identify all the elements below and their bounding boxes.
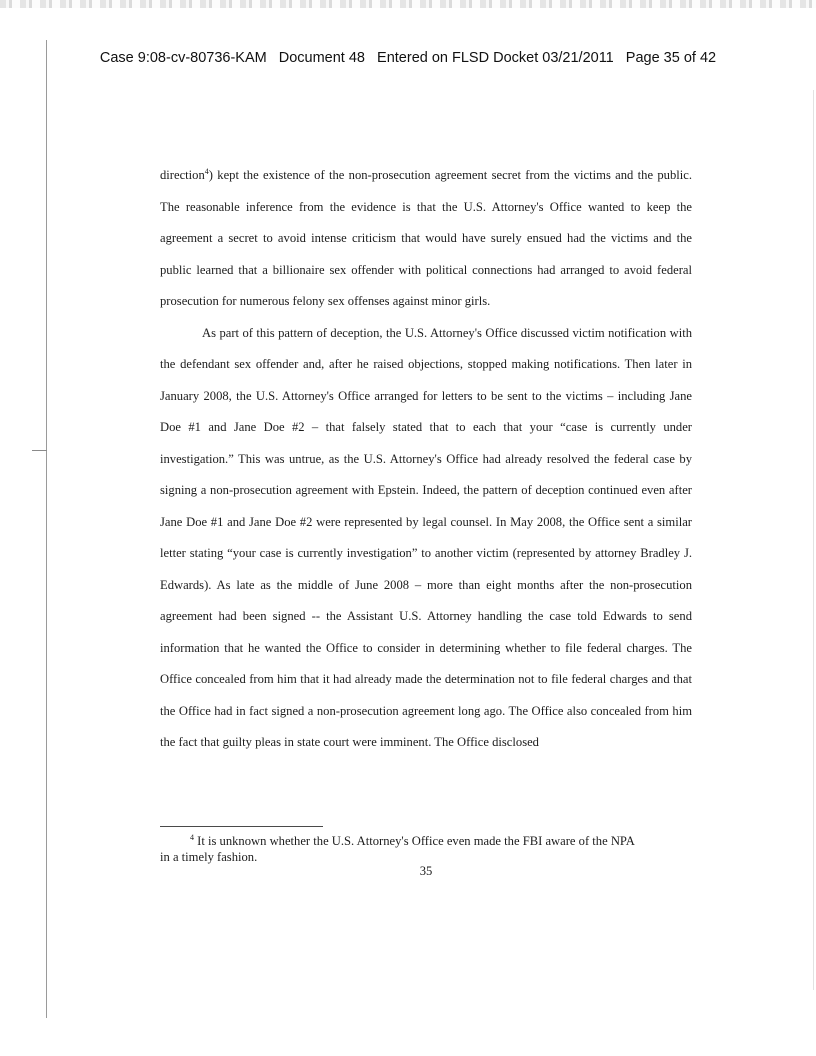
paragraph-1-start: direction — [160, 168, 205, 182]
left-margin-tick — [32, 450, 47, 451]
paragraph-1 — [160, 160, 692, 318]
docket-entry: Entered on FLSD Docket 03/21/2011 — [377, 50, 614, 66]
footnote — [160, 830, 692, 865]
right-page-edge — [813, 90, 814, 990]
paragraph-1-rest: ) kept the existence of the non-prosecution agreement secret from the victims and the public. The reasonable inference from the evidence is that the U.S. Attorney's Office wanted to keep the agreement a secret to avoid intense criticism that would have surely ensued had the victims and the public learned that a billionaire sex offender with political connections had arranged to avoid federal prosecution for numerous felony sex offenses against minor girls. — [160, 168, 692, 308]
footnote-divider — [160, 826, 323, 827]
footnote-text-2: in a timely fashion. — [160, 850, 258, 865]
footnote-line-1 — [160, 830, 692, 849]
page-of-total: Page 35 of 42 — [625, 50, 717, 66]
document-number: Document 48 — [278, 50, 365, 66]
footnote-marker: 4 — [190, 833, 194, 842]
docket-header — [0, 50, 816, 66]
scan-artifact-top — [0, 0, 816, 8]
footnote-text-1: It is unknown whether the U.S. Attorney's Office even made the FBI aware of the NPA — [194, 834, 635, 849]
page-number: 35 — [419, 864, 433, 878]
paragraph-2: As part of this pattern of deception, the U.S. Attorney's Office discussed victim notification with the defendant sex offender and, after he raised objections, stopped making notifications. Then later in January 2008, the U.S. Attorney's Office arranged for letters to be sent to the victims – including Jane Doe #1 and Jane Doe #2 – that falsely stated that to each that your “case is currently under investigation.” This was untrue, as the U.S. Attorney's Office had already resolved the federal case by signing a non-prosecution agreement with Epstein. Indeed, the pattern of deception continued even after Jane Doe #1 and Jane Doe #2 were represented by legal counsel. In May 2008, the Office sent a similar letter stating “your case is currently investigation” to another victim (represented by attorney Bradley J. Edwards). As late as the middle of June 2008 – more than eight months after the non-prosecution agreement had been signed -- the Assistant U.S. Attorney handling the case told Edwards to send information that he wanted the Office to consider in determining whether to file federal charges. The Office concealed from him that it had already made the determination not to file federal charges and that the Office had in fact signed a non-prosecution agreement long ago. The Office also concealed from him the fact that guilty pleas in state court were imminent. The Office disclosed — [160, 325, 692, 749]
body-text — [160, 160, 692, 759]
footnote-reference: 4 — [204, 166, 209, 176]
case-number: Case 9:08-cv-80736-KAM — [99, 50, 267, 66]
